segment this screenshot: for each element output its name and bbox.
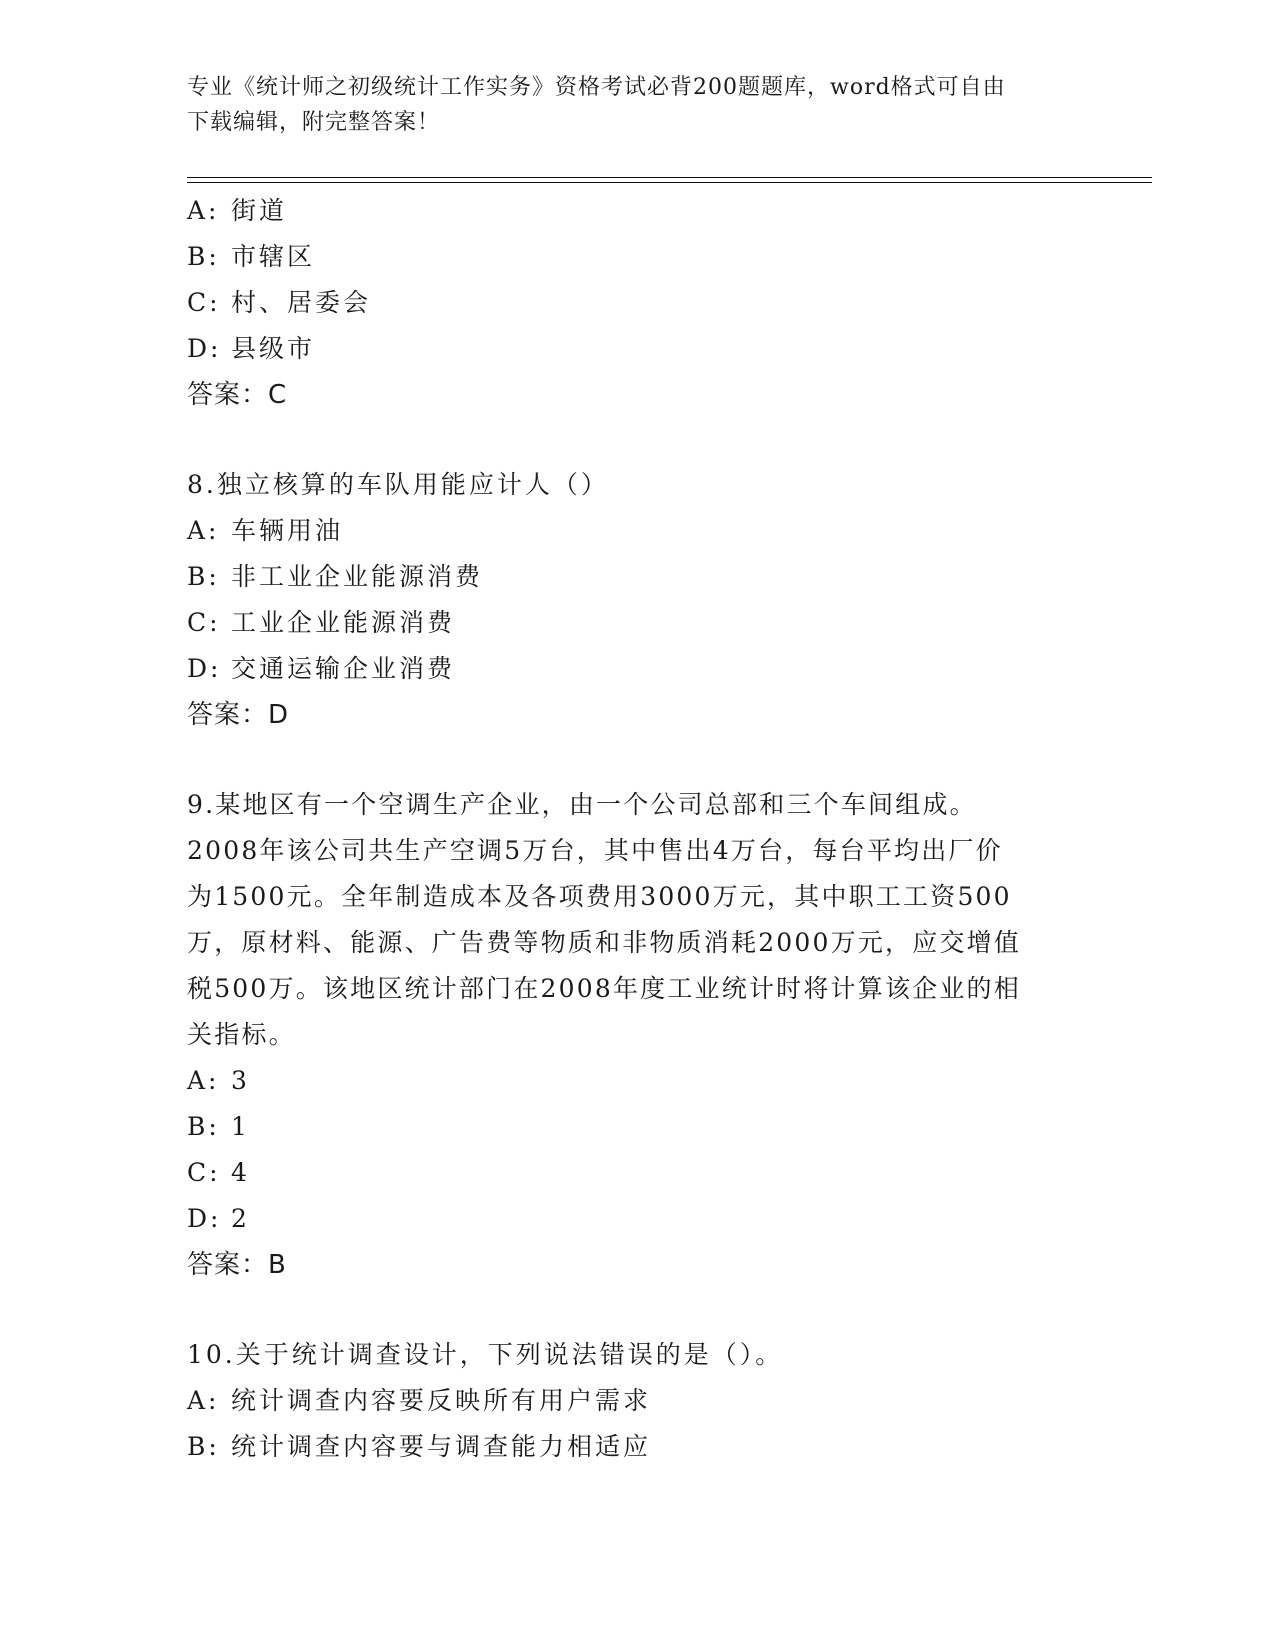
- option-d: D: 2: [187, 1204, 250, 1233]
- question-10: [187, 1332, 1087, 1470]
- document-header: [187, 70, 1067, 140]
- question-list: [187, 188, 1087, 1470]
- header-rule-bottom: [187, 182, 1152, 183]
- answer: 答案：B: [187, 1250, 287, 1280]
- option-a: A: 车辆用油: [187, 516, 344, 545]
- answer: 答案：C: [187, 380, 288, 410]
- option-c: C: 工业企业能源消费: [187, 608, 456, 637]
- header-rule-top: [187, 177, 1152, 178]
- question-text-line: 为1500元。全年制造成本及各项费用3000万元，其中职工工资500: [187, 882, 1012, 911]
- option-d: D: 交通运输企业消费: [187, 654, 456, 683]
- question-text-line: 税500万。该地区统计部门在2008年度工业统计时将计算该企业的相: [187, 974, 1021, 1003]
- answer: 答案：D: [187, 700, 290, 730]
- option-b: B: 市辖区: [187, 242, 316, 271]
- question-text-line: 2008年该公司共生产空调5万台，其中售出4万台，每台平均出厂价: [187, 836, 1003, 865]
- option-b: B: 统计调查内容要与调查能力相适应: [187, 1432, 652, 1461]
- option-d: D: 县级市: [187, 334, 316, 363]
- question-9: [187, 782, 1087, 1288]
- header-line-1: 专业《统计师之初级统计工作实务》资格考试必背200题题库，word格式可自由: [187, 75, 1006, 100]
- option-c: C: 村、居委会: [187, 288, 372, 317]
- option-b: B: 非工业企业能源消费: [187, 562, 484, 591]
- question-text-line: 关指标。: [187, 1020, 296, 1049]
- question-8: [187, 462, 1087, 738]
- option-b: B: 1: [187, 1112, 250, 1141]
- question-title: 8.独立核算的车队用能应计人（）: [187, 470, 609, 499]
- question-title: 10.关于统计调查设计，下列说法错误的是（）。: [187, 1340, 784, 1369]
- option-c: C: 4: [187, 1158, 250, 1187]
- option-a: A: 街道: [187, 196, 288, 225]
- question-7: [187, 188, 1087, 418]
- option-a: A: 统计调查内容要反映所有用户需求: [187, 1386, 652, 1415]
- header-line-2: 下载编辑，附完整答案！: [187, 110, 441, 135]
- question-text: [187, 782, 1067, 1058]
- question-text-line: 9.某地区有一个空调生产企业，由一个公司总部和三个车间组成。: [187, 790, 977, 819]
- option-a: A: 3: [187, 1066, 250, 1095]
- question-text-line: 万，原材料、能源、广告费等物质和非物质消耗2000万元，应交增值: [187, 928, 1022, 957]
